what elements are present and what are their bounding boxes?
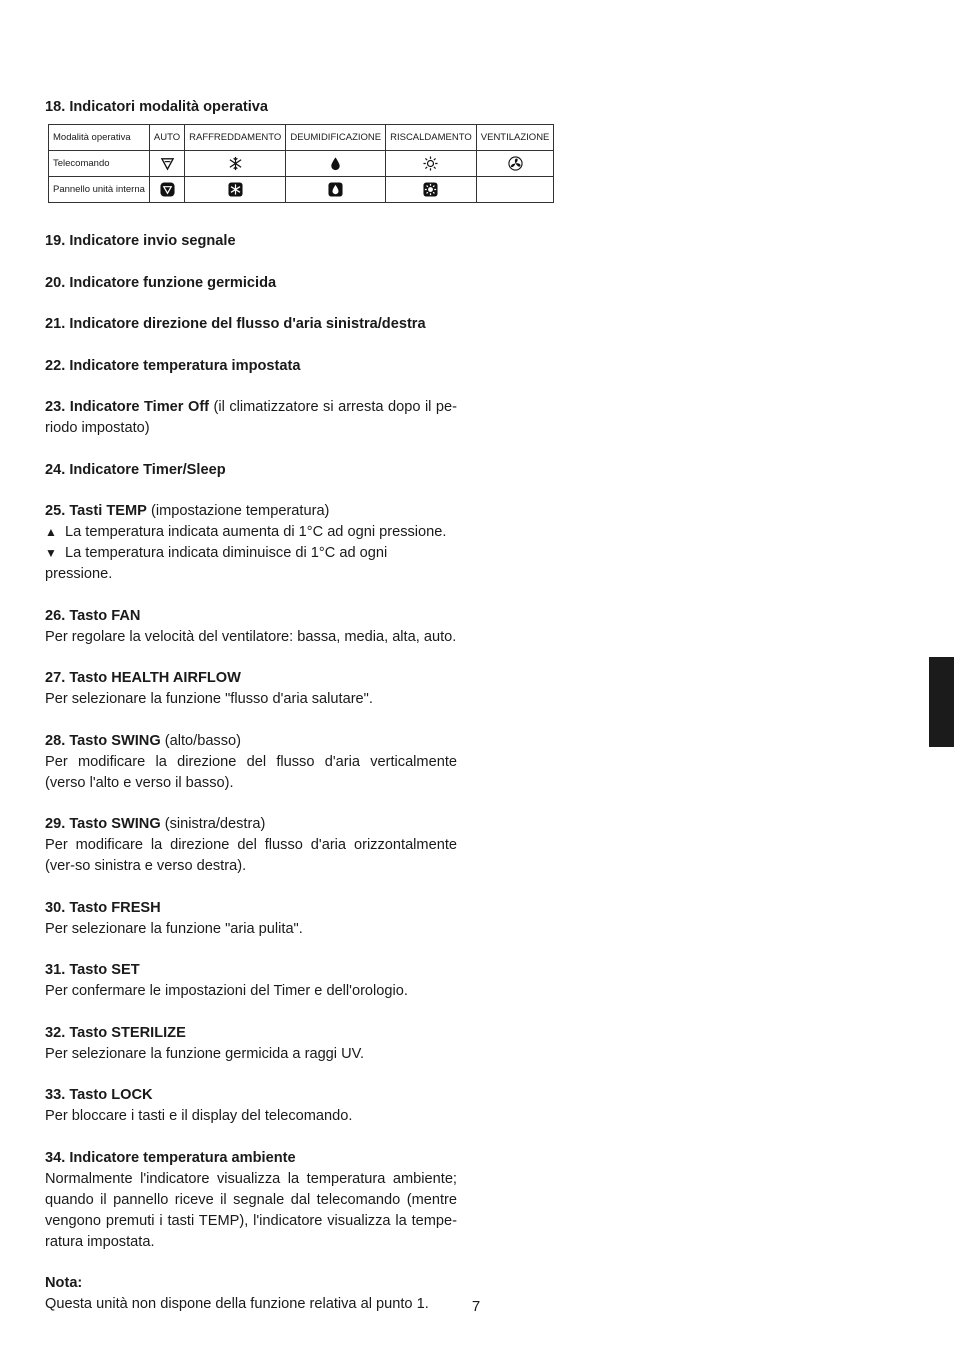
item-26 — [45, 606, 457, 648]
item-22 — [45, 356, 457, 377]
table-header-row — [49, 125, 554, 151]
item-32 — [45, 1023, 457, 1065]
temp-up-text: La temperatura indicata aumenta di 1°C ad ogni pressione. — [65, 524, 447, 540]
item-31 — [45, 960, 457, 1002]
page-content — [45, 97, 550, 1336]
header-cell: RISCALDAMENTO — [386, 125, 477, 151]
item-body: Normalmente l'indicatore visualizza la temperatura ambiente; quando il pannello riceve il segnale dal telecomando (mentre vengono premuti i tasti TEMP), l'indicatore visualizza la tempe-ratura impostata. — [45, 1170, 457, 1250]
empty-cell — [476, 177, 554, 203]
item-title: 20. Indicatore funzione germicida — [45, 274, 277, 291]
item-body: Per selezionare la funzione "flusso d'aria salutare". — [45, 691, 373, 707]
sun-icon — [386, 151, 477, 177]
item-title: 27. Tasto HEALTH AIRFLOW — [45, 670, 241, 686]
item-title: 25. Tasti TEMP — [45, 503, 147, 519]
item-27 — [45, 668, 457, 710]
item-paragraph — [45, 397, 457, 439]
item-25 — [45, 501, 457, 585]
snowflake-box-icon — [185, 177, 286, 203]
item-20 — [45, 273, 457, 294]
item-title: 34. Indicatore temperatura ambiente — [45, 1149, 296, 1166]
item-33 — [45, 1085, 457, 1127]
item-body: Per regolare la velocità del ventilatore: bassa, media, alta, auto. — [45, 628, 457, 645]
section-title: 18. Indicatori modalità operativa — [45, 99, 269, 115]
section-tab-marker — [929, 657, 954, 747]
item-body: Per bloccare i tasti e il display del telecomando. — [45, 1108, 353, 1124]
item-title: 23. Indicatore Timer Off — [45, 399, 210, 415]
item-title: 31. Tasto SET — [45, 962, 140, 978]
item-title: 21. Indicatore direzione del flusso d'aria sinistra/destra — [45, 316, 426, 332]
item-heading — [45, 814, 457, 835]
item-body: Per selezionare la funzione germicida a raggi UV. — [45, 1045, 365, 1062]
item-heading — [45, 731, 457, 752]
snowflake-icon — [185, 151, 286, 177]
header-cell: DEUMIDIFICAZIONE — [286, 125, 386, 151]
row-label: Pannello unità interna — [49, 177, 150, 203]
item-title: 28. Tasto SWING — [45, 732, 161, 749]
auto-outline-icon — [149, 151, 184, 177]
triangle-up-icon: ▲ — [45, 525, 57, 539]
header-cell: AUTO — [149, 125, 184, 151]
item-title: 33. Tasto LOCK — [45, 1087, 153, 1103]
drop-icon — [286, 151, 386, 177]
item-34 — [45, 1148, 457, 1253]
item-title: 32. Tasto STERILIZE — [45, 1024, 186, 1041]
drop-box-icon — [286, 177, 386, 203]
item-body: Per selezionare la funzione "aria pulita". — [45, 920, 303, 937]
item-30 — [45, 898, 457, 940]
temp-down-line — [45, 543, 457, 585]
row-label: Telecomando — [49, 151, 150, 177]
item-title: 24. Indicatore Timer/Sleep — [45, 461, 226, 478]
section-18 — [45, 97, 550, 203]
item-body: Per modificare la direzione del flusso d'aria verticalmente (verso l'alto e verso il basso). — [45, 753, 457, 791]
item-title: 22. Indicatore temperatura impostata — [45, 357, 301, 374]
temp-down-text: La temperatura indicata diminuisce di 1°C ad ogni pressione. — [45, 545, 388, 582]
note — [45, 1273, 457, 1315]
sun-box-icon — [386, 177, 477, 203]
item-24 — [45, 460, 457, 481]
item-23 — [45, 397, 457, 439]
item-title: 26. Tasto FAN — [45, 607, 141, 624]
item-body: Per confermare le impostazioni del Timer e dell'orologio. — [45, 983, 408, 999]
item-heading — [45, 501, 457, 522]
item-note: (impostazione temperatura) — [146, 503, 330, 519]
operating-mode-table — [48, 124, 554, 203]
header-cell: RAFFREDDAMENTO — [185, 125, 286, 151]
item-note: (il climatizzatore si arresta dopo il pe-riodo impostato) — [45, 399, 458, 436]
page-number: 7 — [471, 1298, 481, 1315]
item-19 — [45, 231, 457, 252]
header-cell: VENTILAZIONE — [476, 125, 554, 151]
table-row — [49, 177, 554, 203]
triangle-down-icon: ▼ — [45, 546, 57, 560]
fan-icon — [476, 151, 554, 177]
note-body: Questa unità non dispone della funzione relativa al punto 1. — [45, 1296, 429, 1312]
item-title: 19. Indicatore invio segnale — [45, 233, 236, 249]
temp-up-line — [45, 522, 457, 543]
table-row — [49, 151, 554, 177]
item-note: (alto/basso) — [160, 732, 242, 749]
item-body: Per modificare la direzione del flusso d'aria orizzontalmente (ver-so sinistra e verso destra). — [45, 837, 457, 874]
item-title: 29. Tasto SWING — [45, 816, 161, 832]
item-28 — [45, 731, 457, 794]
item-21 — [45, 314, 457, 335]
header-cell: Modalità operativa — [49, 125, 150, 151]
note-title: Nota: — [45, 1275, 83, 1291]
item-29 — [45, 814, 457, 877]
auto-box-icon — [149, 177, 184, 203]
item-title: 30. Tasto FRESH — [45, 899, 161, 916]
item-note: (sinistra/destra) — [160, 816, 266, 832]
